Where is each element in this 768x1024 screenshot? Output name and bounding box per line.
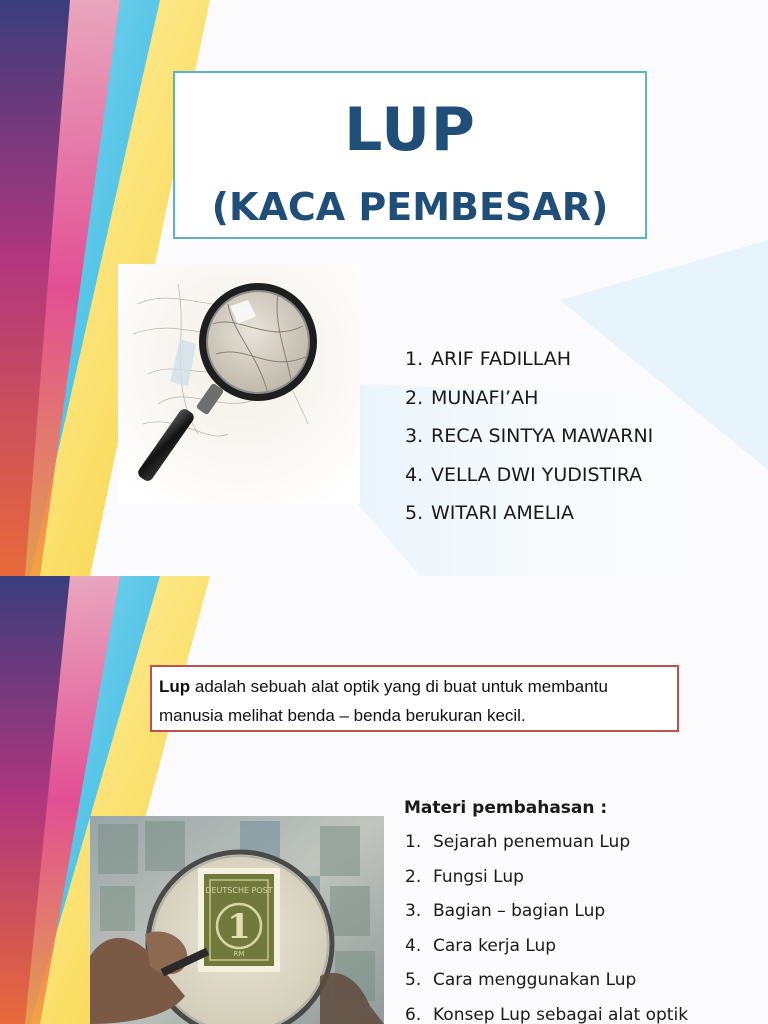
list-item: 1. Sejarah penemuan Lup <box>405 832 631 852</box>
list-item: 5. Cara menggunakan Lup <box>405 970 637 991</box>
definition-term: Lup <box>159 677 191 696</box>
definition-text: adalah sebuah alat optik yang di buat untuk membantu manusia melihat benda – benda berukuran kecil. <box>159 677 608 725</box>
list-item: 4. Cara kerja Lup <box>405 935 557 956</box>
member-list <box>405 344 653 537</box>
topics-heading: Materi pembahasan : <box>404 798 608 818</box>
page-title: LUP <box>344 95 476 165</box>
stamp-value: 1 <box>227 907 251 947</box>
stamp-top-text: DEUTSCHE POST <box>205 886 273 895</box>
topics-list <box>405 830 688 1024</box>
list-item: 2. MUNAFI’AH <box>405 386 539 409</box>
stamp-unit: RM <box>233 950 245 958</box>
magnifying-glass-over-stamp-image <box>90 816 384 1024</box>
page-subtitle: (KACA PEMBESAR) <box>211 185 609 229</box>
list-item: 5. WITARI AMELIA <box>405 502 574 524</box>
list-item: 4. VELLA DWI YUDISTIRA <box>405 463 643 486</box>
magnifying-glass-over-map-image <box>118 264 360 504</box>
definition-box <box>150 665 679 732</box>
title-box <box>173 71 647 239</box>
list-item: 3. RECA SINTYA MAWARNI <box>405 425 654 447</box>
list-item: 3. Bagian – bagian Lup <box>405 901 606 922</box>
list-item: 1. ARIF FADILLAH <box>405 348 572 370</box>
slide-2 <box>0 576 768 1024</box>
list-item: 6. Konsep Lup sebagai alat optik <box>405 1004 689 1024</box>
list-item: 2. Fungsi Lup <box>405 866 524 887</box>
